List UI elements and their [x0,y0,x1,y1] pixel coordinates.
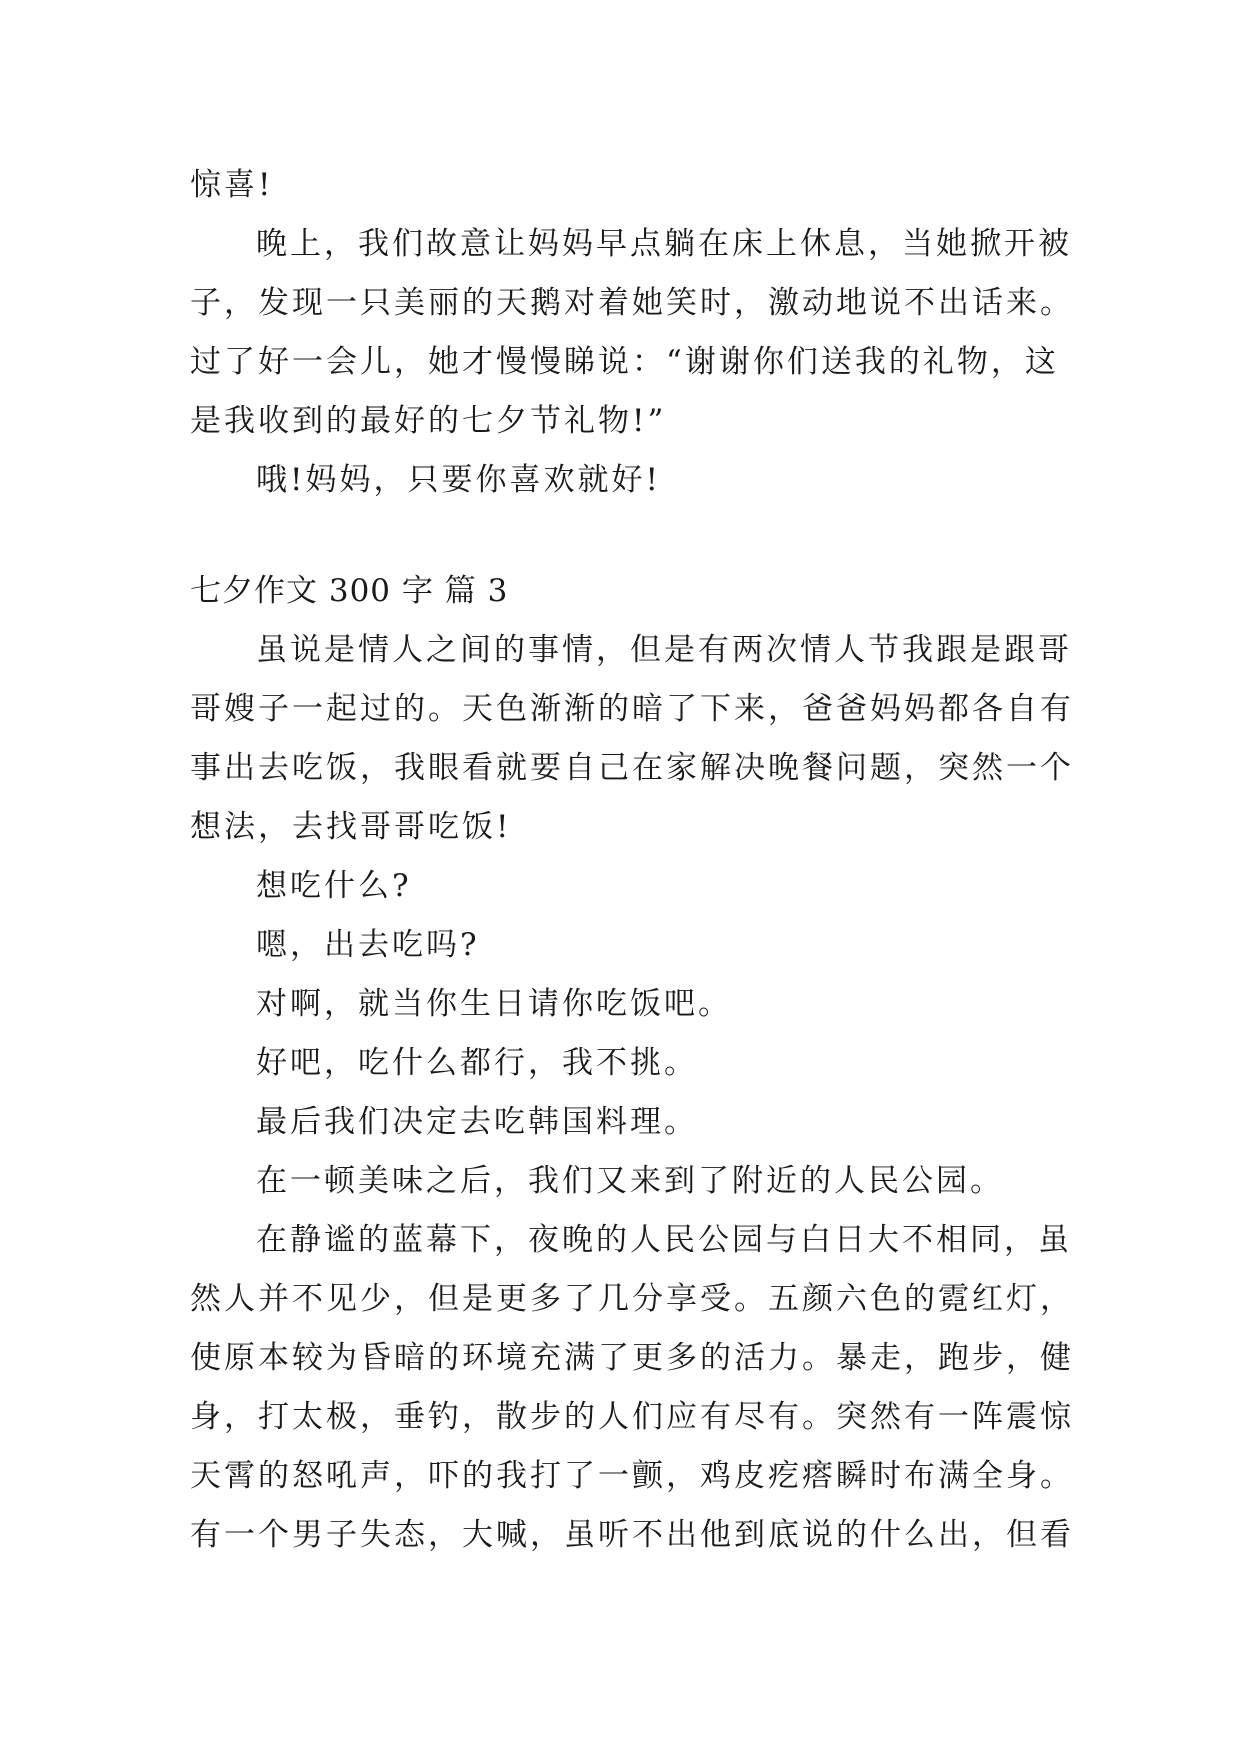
text-line: 惊喜! [190,167,274,203]
text-line: 晚上，我们故意让妈妈早点躺在床上休息，当她掀开被 [256,226,1072,262]
text-line: 然人并不见少，但是更多了几分享受。五颜六色的霓红灯， [190,1281,1074,1317]
text-line: 过了好一会儿，她才慢慢睇说：“谢谢你们送我的礼物，这 [190,344,1059,380]
dialog-line: 对啊，就当你生日请你吃饭吧。 [256,986,732,1022]
text-line: 哥嫂子一起过的。天色渐渐的暗了下来，爸爸妈妈都各自有 [190,691,1074,727]
dialog-line: 嗯，出去吃吗? [256,927,480,963]
text-line: 使原本较为昏暗的环境充满了更多的活力。暴走，跑步，健 [190,1340,1074,1376]
dialog-line: 想吃什么? [256,868,412,904]
dialog-line: 最后我们决定去吃韩国料理。 [256,1104,698,1140]
text-line: 有一个男子失态，大喊，虽听不出他到底说的什么出，但看 [190,1517,1074,1553]
section-heading: 七夕作文 300 字 篇 3 [190,573,509,609]
text-line: 在静谧的蓝幕下，夜晚的人民公园与白日大不相同，虽 [256,1222,1072,1258]
text-line: 想法，去找哥哥吃饭! [190,809,512,845]
text-line: 哦!妈妈，只要你喜欢就好! [256,462,661,498]
text-line: 子，发现一只美丽的天鹅对着她笑时，激动地说不出话来。 [190,285,1074,321]
text-line: 虽说是情人之间的事情，但是有两次情人节我跟是跟哥 [256,632,1072,668]
dialog-line: 在一顿美味之后，我们又来到了附近的人民公园。 [256,1163,1004,1199]
text-line: 身，打太极，垂钓，散步的人们应有尽有。突然有一阵震惊 [190,1399,1074,1435]
text-line: 是我收到的最好的七夕节礼物!” [190,403,667,439]
dialog-line: 好吧，吃什么都行，我不挑。 [256,1045,698,1081]
text-line: 事出去吃饭，我眼看就要自己在家解决晚餐问题，突然一个 [190,750,1074,786]
text-line: 天霄的怒吼声，吓的我打了一颤，鸡皮疙瘩瞬时布满全身。 [190,1458,1074,1494]
